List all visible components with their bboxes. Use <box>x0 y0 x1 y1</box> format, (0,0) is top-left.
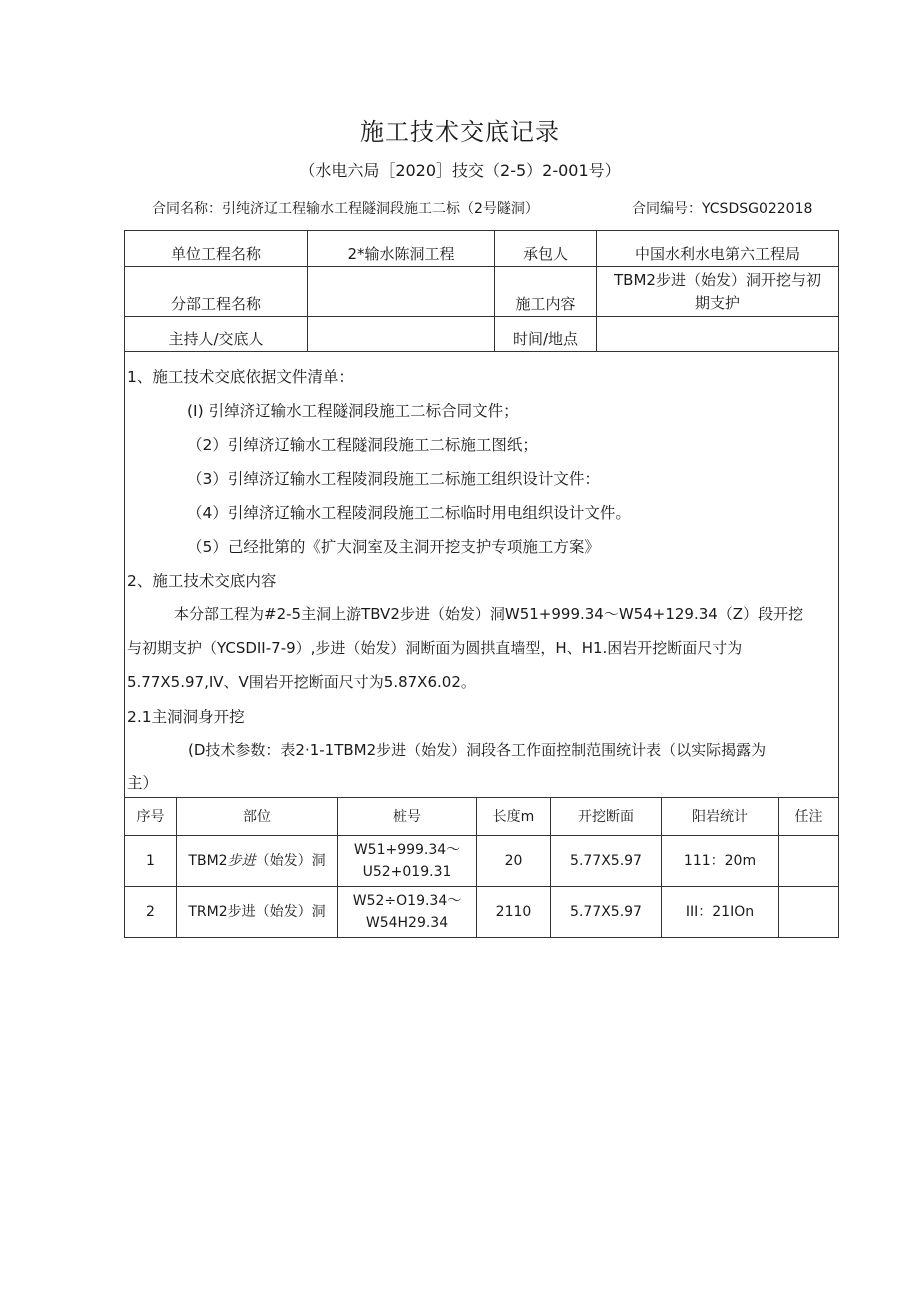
section1-heading: 1、施工技术交底依据文件清单： <box>127 368 354 386</box>
sub-project-label: 分部工程名称 <box>125 267 308 317</box>
part-prefix: TBM2 <box>188 853 228 869</box>
cell-note <box>779 887 839 938</box>
statistics-table <box>124 797 839 938</box>
part-suffix: （始发）洞 <box>255 853 326 869</box>
content-value <box>597 267 839 317</box>
header-section: 开挖断面 <box>551 798 662 836</box>
table-row <box>125 836 839 887</box>
cell-station <box>338 836 477 887</box>
station-line1: W52÷O19.34〜 <box>352 893 462 909</box>
section21-para-line1: (D技术参数：表2·1-1TBM2步进（始发）洞段各工作面控制范围统计表（以实际揭露为 <box>188 741 767 759</box>
section2-heading: 2、施工技术交底内容 <box>127 572 277 590</box>
cell-part <box>177 887 338 938</box>
cell-length: 20 <box>477 836 551 887</box>
section1-item-1: (I) 引绰济辽输水工程隧洞段施工二标合同文件； <box>187 402 519 420</box>
table-row <box>125 887 839 938</box>
body-content <box>124 351 839 799</box>
header-station: 桩号 <box>338 798 477 836</box>
section2-para-line1: 本分部工程为#2-5主洞上游TBV2步进（始发）洞W51+999.34〜W54+129.34（Z）段开挖 <box>174 605 804 623</box>
part-italic: 步进 <box>227 853 256 869</box>
cell-rock: III：21IOn <box>662 887 779 938</box>
header-table <box>124 230 839 352</box>
cell-no: 1 <box>125 836 177 887</box>
cell-length: 2110 <box>477 887 551 938</box>
section1-item-3: （3）引绰济辽输水工程陵洞段施工二标施工组织设计文件： <box>187 470 600 488</box>
header-note: 任注 <box>779 798 839 836</box>
cell-section: 5.77X5.97 <box>551 836 662 887</box>
header-rock: 阳岩统计 <box>662 798 779 836</box>
header-length: 长度m <box>477 798 551 836</box>
section2-para-line2: 与初期支护（YCSDII-7-9）,步进（始发）洞断面为圆拱直墙型，H、H1.困岩开挖断面尺寸为 <box>127 639 743 657</box>
content-value-line1: TBM2步进（始发）洞开挖与初 <box>614 270 821 289</box>
part-prefix: TRM2 <box>188 904 228 920</box>
document-number: （水电六局［2020］技交（2-5）2-001号） <box>299 161 621 180</box>
section21-heading: 2.1主洞洞身开挖 <box>127 708 245 726</box>
host-label: 主持人/交底人 <box>125 317 308 352</box>
station-line1: W51+999.34〜 <box>353 842 461 858</box>
cell-part <box>177 836 338 887</box>
station-line2: U52+019.31 <box>362 864 452 880</box>
cell-rock: 111：20m <box>662 836 779 887</box>
content-value-line2: 期支护 <box>694 293 740 312</box>
section21-para-line2: 主） <box>127 774 159 792</box>
host-value <box>308 317 495 352</box>
cell-no: 2 <box>125 887 177 938</box>
table-header-row <box>125 798 839 836</box>
contract-number: 合同编号：YCSDSG022018 <box>632 201 813 217</box>
station-line2: W54H29.34 <box>365 915 449 931</box>
part-suffix: 步进（始发）洞 <box>227 904 326 920</box>
document-title: 施工技术交底记录 <box>360 118 560 146</box>
section1-item-5: （5）己经批第的《扩大洞室及主洞开挖支护专项施工方案》 <box>187 538 600 556</box>
content-label: 施工内容 <box>495 267 597 317</box>
section2-para-line3: 5.77X5.97,IV、V围岩开挖断面尺寸为5.87X6.02。 <box>127 673 476 691</box>
sub-project-value <box>308 267 495 317</box>
time-place-value <box>597 317 839 352</box>
contract-name: 合同名称：引纯济辽工程输水工程隧洞段施工二标（2号隧洞） <box>152 201 539 217</box>
section1-item-4: （4）引绰济辽输水工程陵洞段施工二标临时用电组织设计文件。 <box>187 504 631 522</box>
section1-item-2: （2）引绰济辽输水工程隧洞段施工二标施工图纸； <box>187 436 538 454</box>
unit-project-label: 单位工程名称 <box>125 231 308 267</box>
header-part: 部位 <box>177 798 338 836</box>
cell-section: 5.77X5.97 <box>551 887 662 938</box>
cell-note <box>779 836 839 887</box>
contractor-label: 承包人 <box>495 231 597 267</box>
header-no: 序号 <box>125 798 177 836</box>
time-place-label: 时间/地点 <box>495 317 597 352</box>
unit-project-value: 2*输水陈洞工程 <box>308 231 495 267</box>
contractor-value: 中国水利水电第六工程局 <box>597 231 839 267</box>
cell-station <box>338 887 477 938</box>
